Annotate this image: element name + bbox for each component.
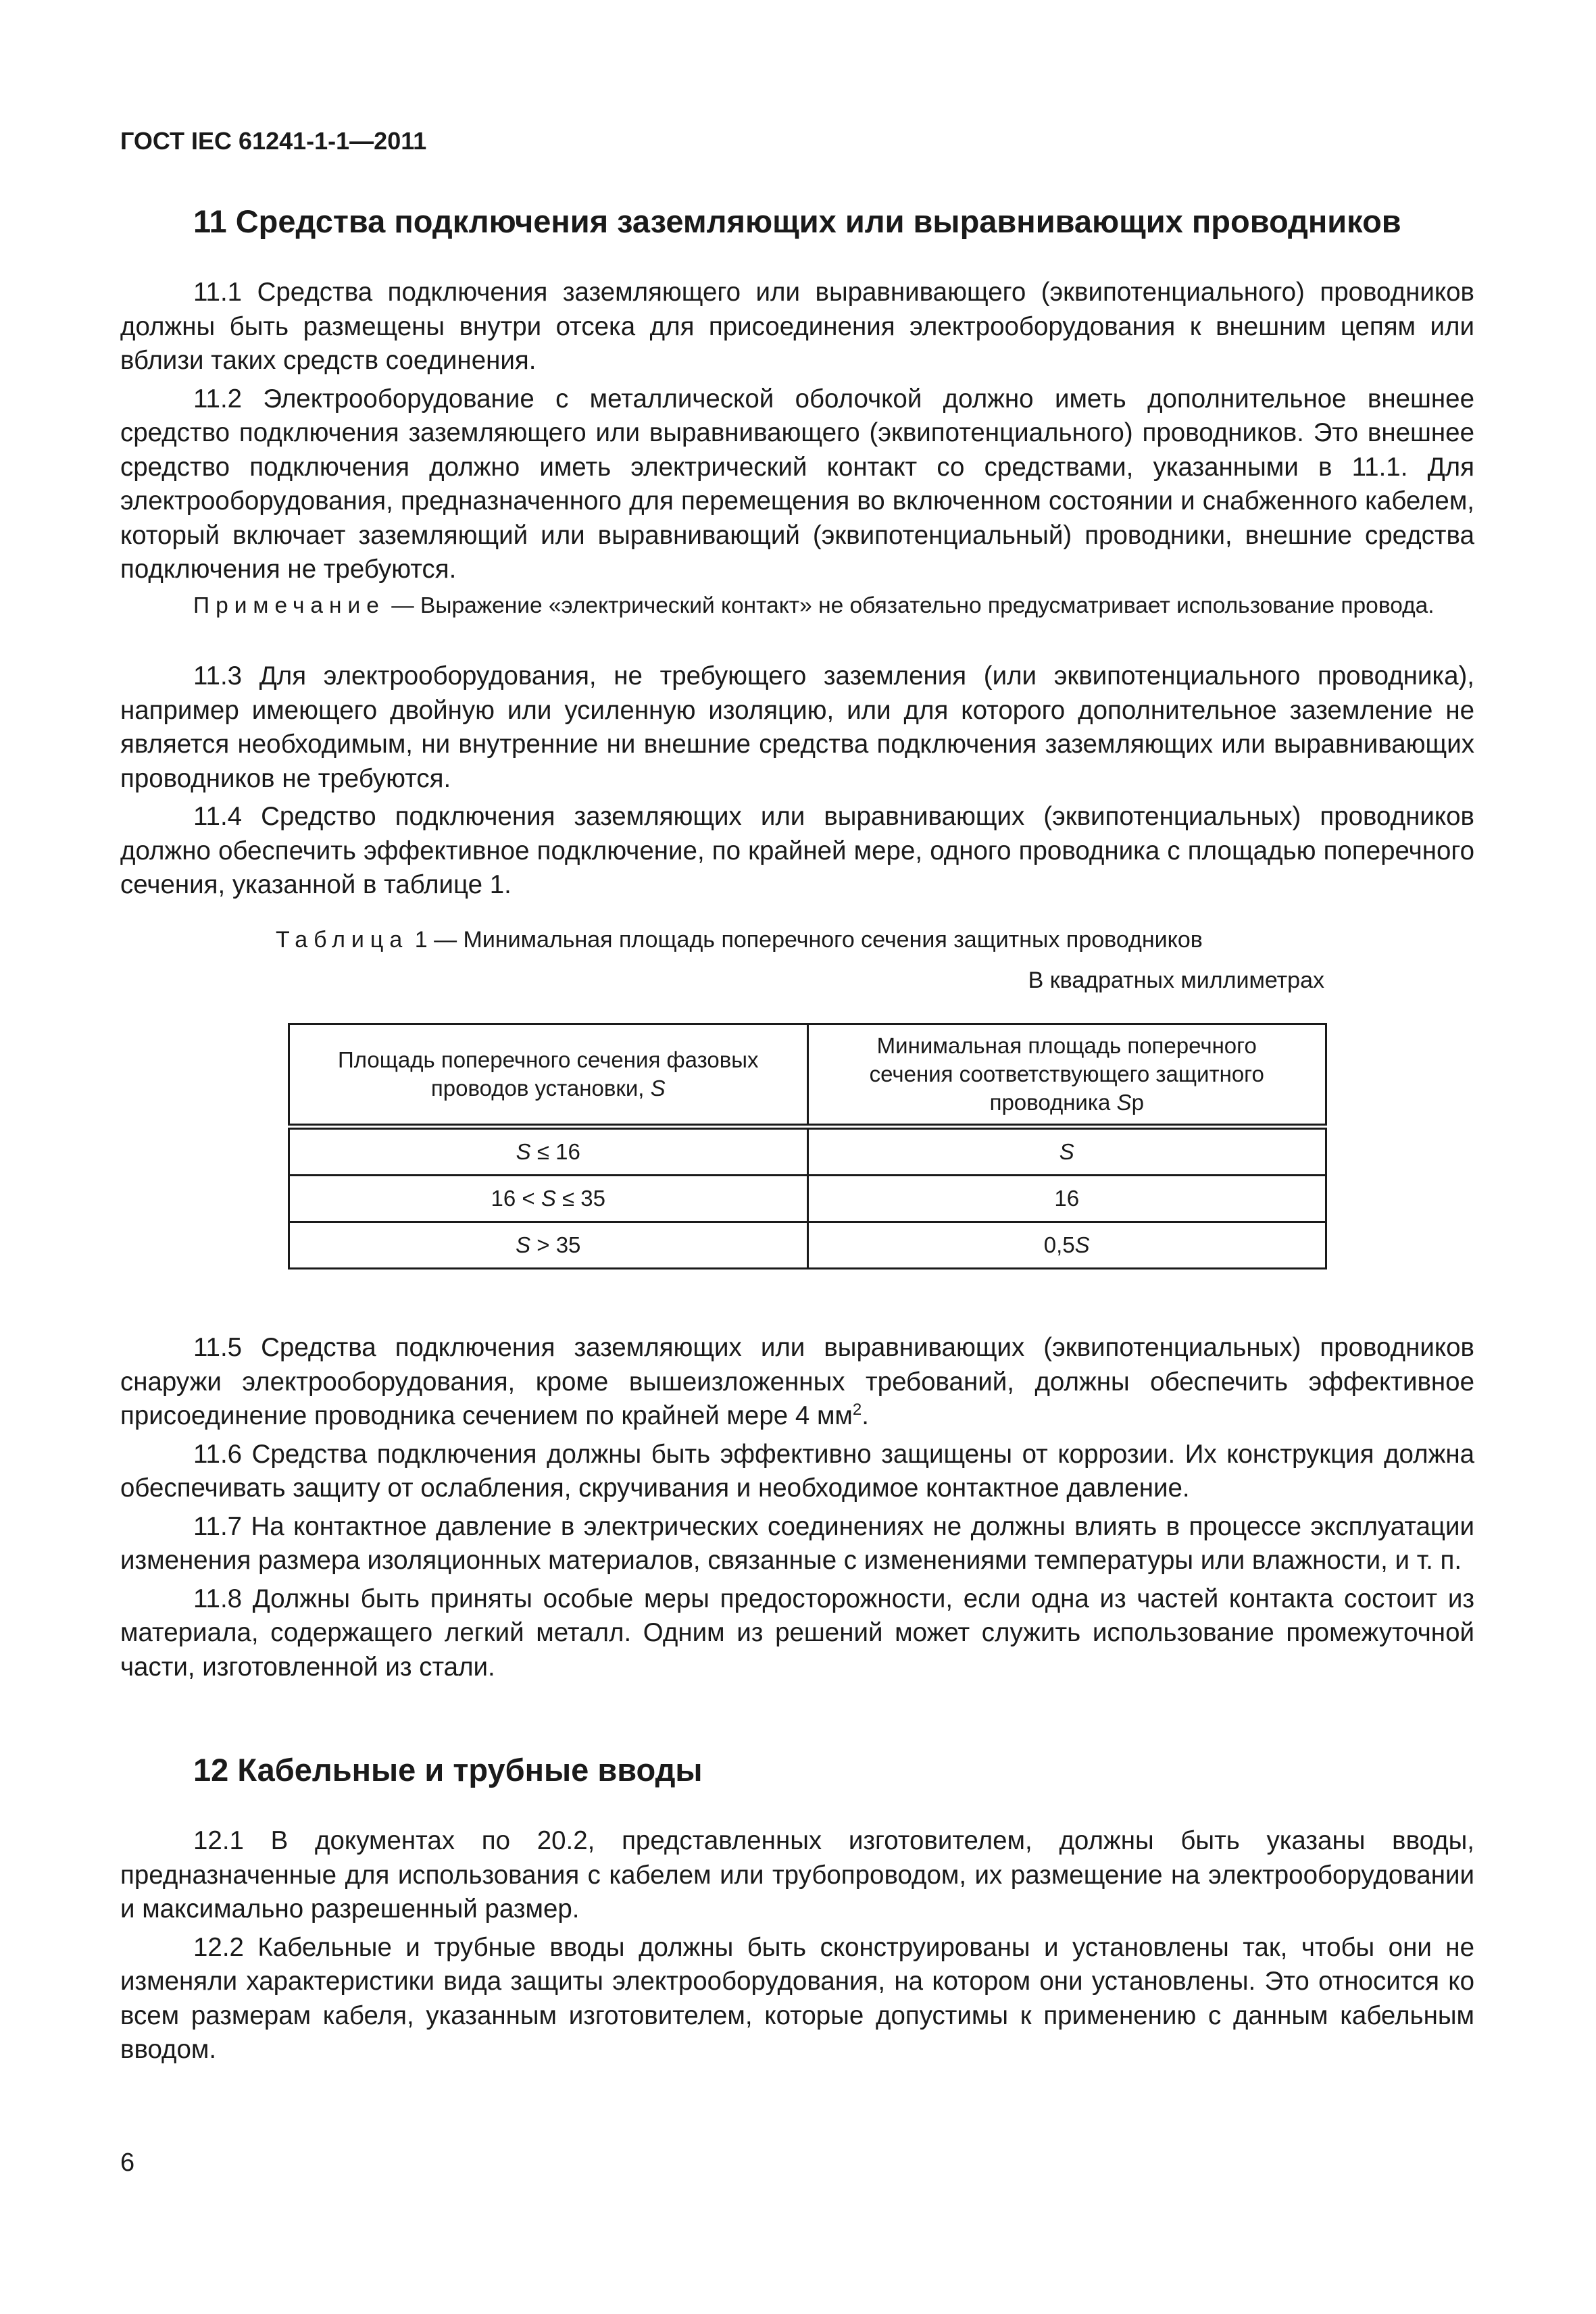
table-header-row (289, 1024, 1326, 1127)
table-1-caption (276, 927, 1203, 953)
table-1-units: В квадратных миллиметрах (1028, 967, 1324, 993)
table-row (289, 1222, 1326, 1269)
paragraph-11-5: 11.5 Средства подключения заземляющих или выравнивающих (эквипотенциальных) проводников снаружи электрооборудования, кроме вышеизложенных требований, должны обеспечить эффективное присоединение проводника сечением по крайней мере 4 $мм^2$. (120, 1333, 1474, 1430)
paragraph-11-8: 11.8 Должны быть приняты особые меры предосторожности, если одна из частей контакта состоит из материала, содержащего легкий металл. Одним из решений может служить использование промежуточной части, изготовленной из стали. (120, 1584, 1474, 1682)
document-id: ГОСТ IEC 61241-1-1—2011 (120, 127, 427, 155)
paragraph-11-4: 11.4 Средство подключения заземляющих или выравнивающих (эквипотенциальных) проводников должно обеспечить эффективное подключение, по крайней мере, одного проводника с площадью поперечного сечения, указанной в таблице 1. (120, 802, 1474, 899)
paragraph-12-1: 12.1 В документах по 20.2, представленных изготовителем, должны быть указаны вводы, предназначенные для использования с кабелем или трубопроводом, их размещение на электрооборудовании и максимально разрешенный размер. (120, 1826, 1474, 1923)
table-caption-text: 1 — Минимальная площадь поперечного сечения защитных проводников (408, 927, 1203, 953)
section-11-body-a (120, 276, 1474, 587)
section-12-heading: 12 Кабельные и трубные вводы (193, 1752, 703, 1788)
section-12-body (120, 1824, 1474, 2067)
table-cell-protective: 0,5S (807, 1222, 1326, 1269)
table-cell-protective: S (807, 1127, 1326, 1176)
note-text: — Выражение «электрический контакт» не обязательно предусматривает использование провода. (384, 593, 1435, 618)
paragraph-11-6: 11.6 Средства подключения должны быть эффективно защищены от коррозии. Их конструкция должна обеспечивать защиту от ослабления, скручивания и необходимое контактное давление. (120, 1439, 1474, 1503)
paragraph-11-3: 11.3 Для электрооборудования, не требующего заземления (или эквипотенциального проводника), например имеющего двойную или усиленную изоляцию, или для которого дополнительное заземление не является необходимым, ни внутренние ни внешние средства подключения заземляющих или выравнивающих проводников не требуются. (120, 661, 1474, 793)
section-11-body-b (120, 659, 1474, 903)
table-cell-phase: 16 < S ≤ 35 (289, 1176, 808, 1222)
table-caption-label: Таблица (276, 927, 409, 953)
table-header-protective-section: Минимальная площадь поперечного сечения соответствующего защитного проводника Sp (807, 1024, 1326, 1127)
paragraph-11-7: 11.7 На контактное давление в электрических соединениях не должны влиять в процессе эксплуатации изменения размера изоляционных материалов, связанные с изменениями температуры или влажности, и т. п. (120, 1511, 1474, 1575)
table-row (289, 1176, 1326, 1222)
note-label: Примечание (193, 593, 385, 618)
paragraph-11-1: 11.1 Средства подключения заземляющего или выравнивающего (эквипотенциального) проводников должны быть размещены внутри отсека для присоединения электрооборудования к внешним цепям или вблизи таких средств соединения. (120, 278, 1474, 375)
paragraph-12-2: 12.2 Кабельные и трубные вводы должны быть сконструированы и установлены так, чтобы они не изменяли характеристики вида защиты электрооборудования, на котором они установлены. Это относится ко всем размерам кабеля, указанным изготовителем, которые допустимы к применению с данным кабельным вводом. (120, 1932, 1474, 2064)
table-row (289, 1127, 1326, 1176)
table-header-phase-section: Площадь поперечного сечения фазовых проводов установки, S (289, 1024, 808, 1127)
note (120, 590, 1474, 621)
paragraph-11-2: 11.2 Электрооборудование с металлической оболочкой должно иметь дополнительное внешнее средство подключения заземляющего или выравнивающего (эквипотенциального) проводников. Это внешнее средство подключения должно иметь электрический контакт со средствами, указанными в 11.1. Для электрооборудования, предназначенного для перемещения во включенном состоянии и снабженного кабелем, который включает заземляющий или выравнивающий (эквипотенциальный) проводники, внешние средства подключения не требуются. (120, 384, 1474, 584)
section-11-heading: 11 Средства подключения заземляющих или выравнивающих проводников (193, 203, 1401, 239)
page-number: 6 (120, 2148, 135, 2177)
table-cell-phase: S ≤ 16 (289, 1127, 808, 1176)
table-cell-phase: S > 35 (289, 1222, 808, 1269)
table-cell-protective: 16 (807, 1176, 1326, 1222)
table-1 (288, 1023, 1327, 1269)
section-11-body-c (120, 1331, 1474, 1684)
